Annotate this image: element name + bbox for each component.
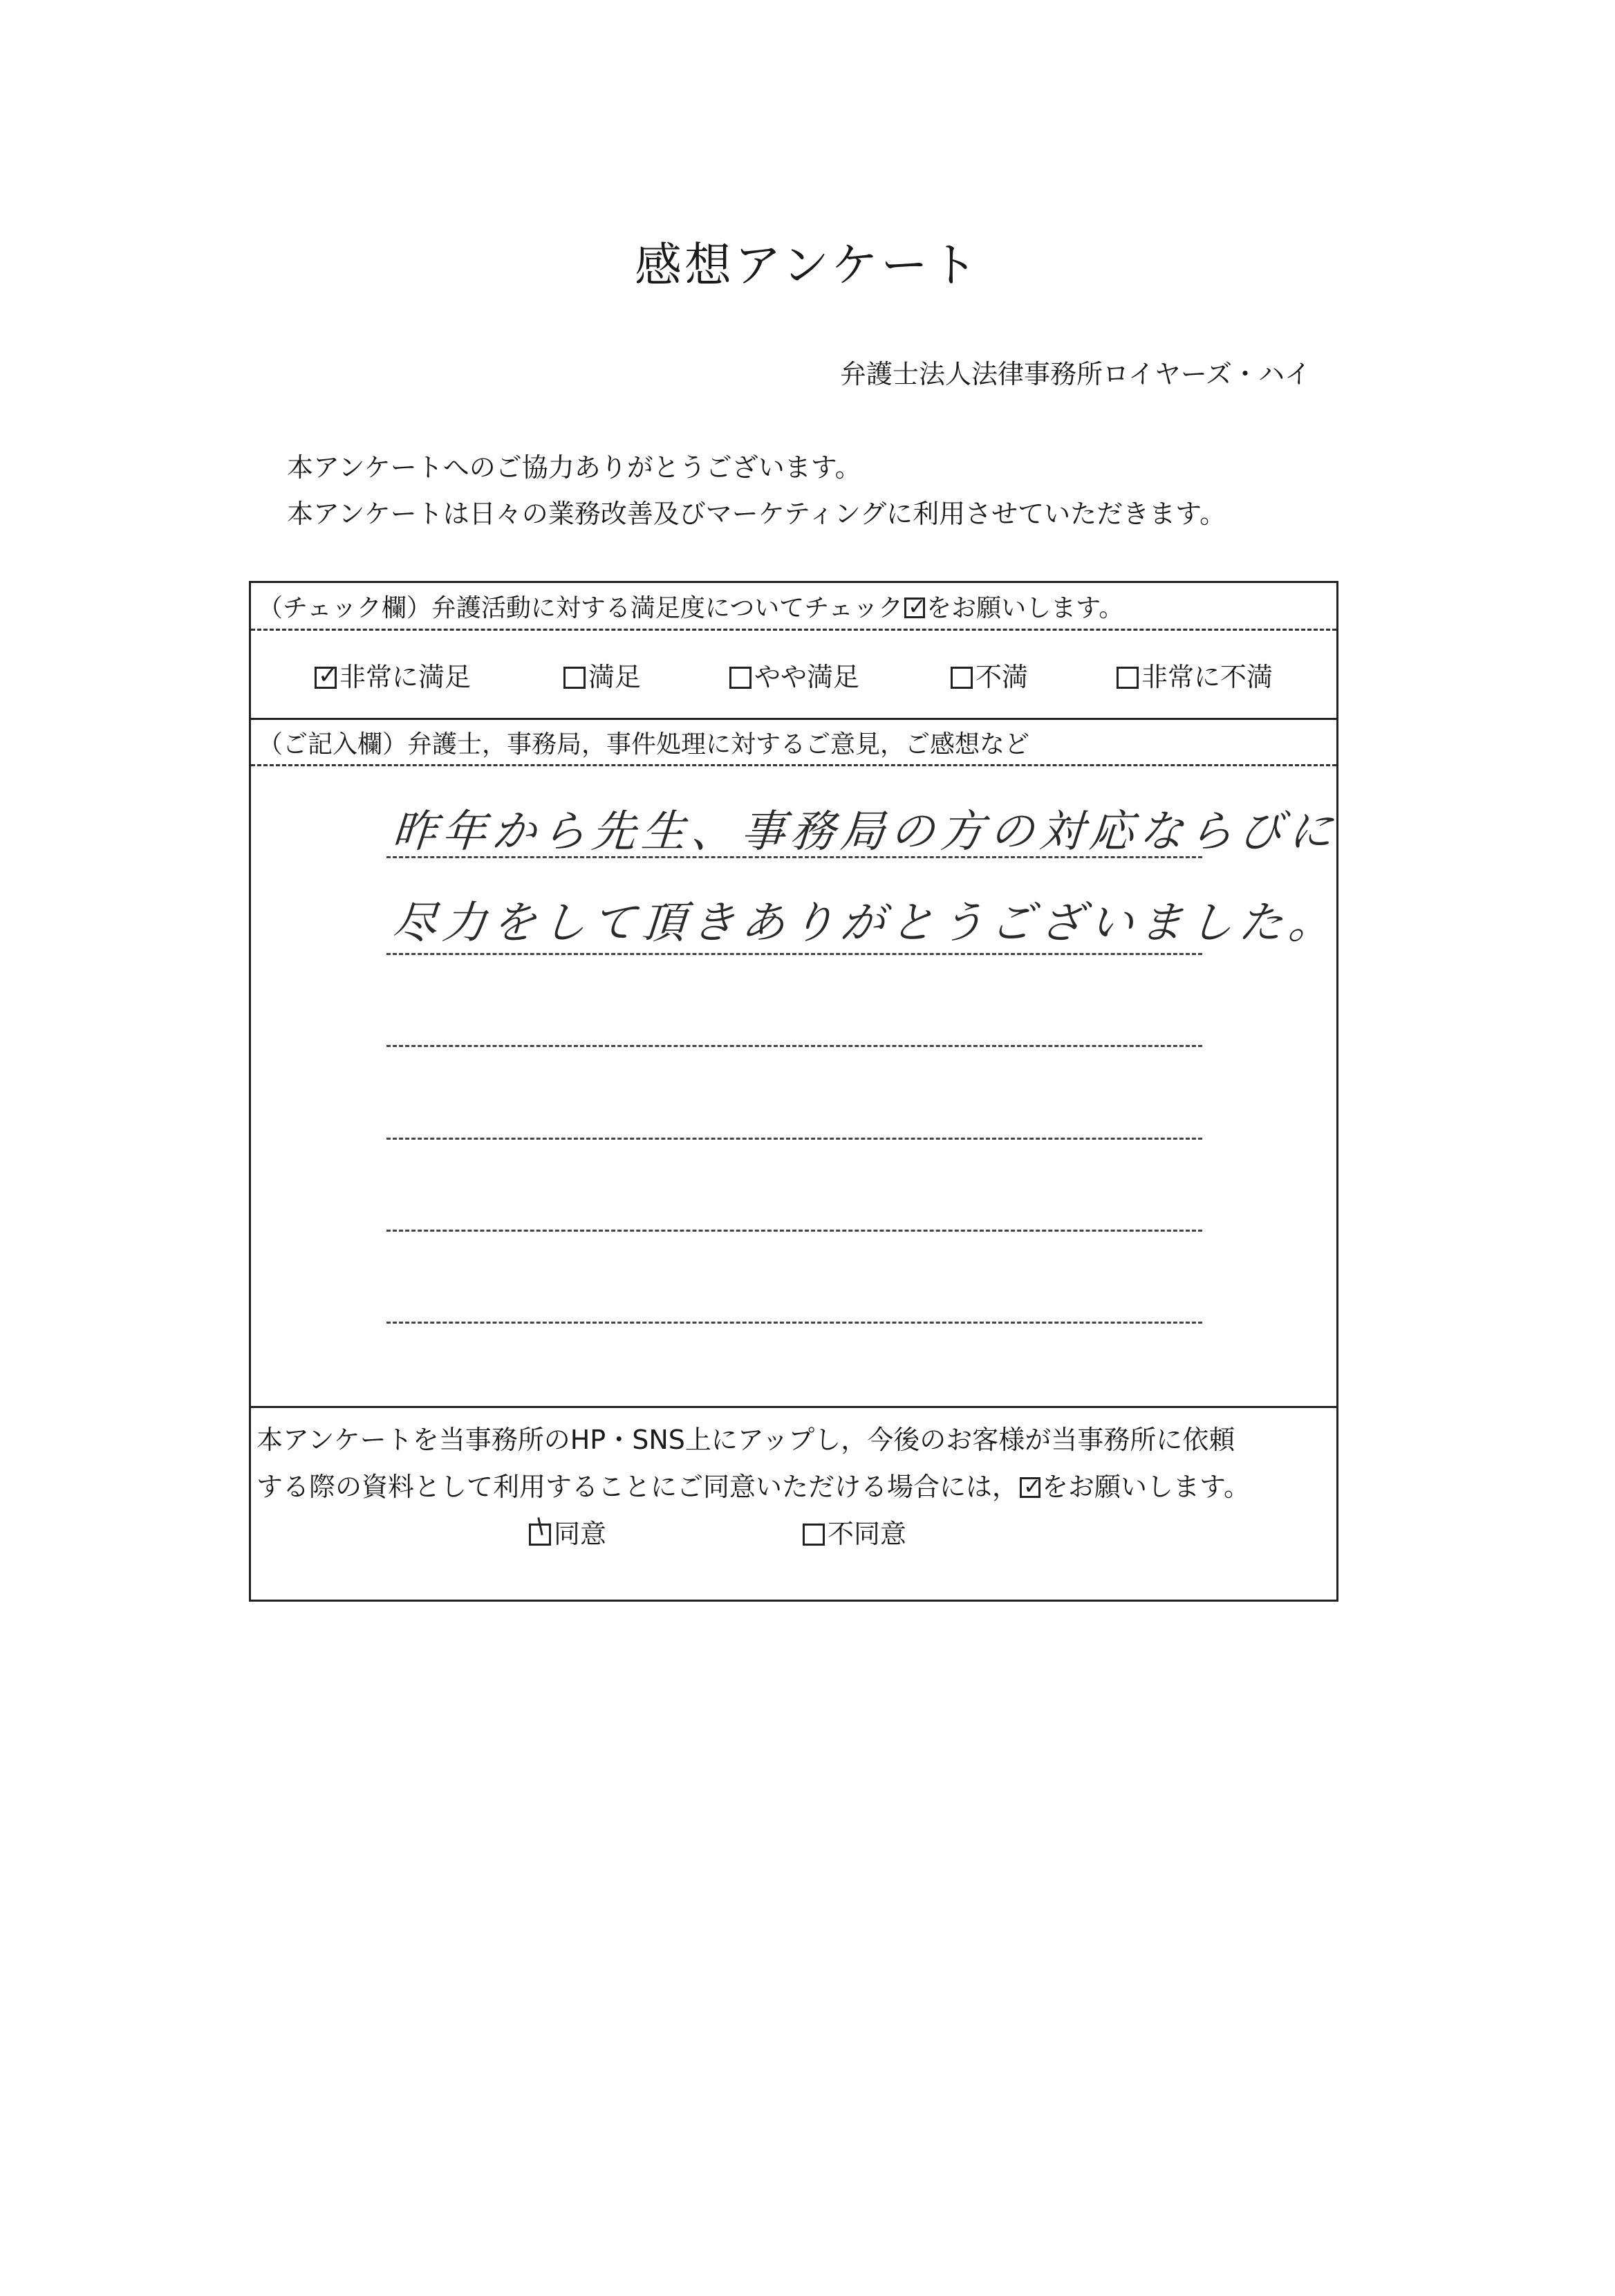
option-label: やや満足 xyxy=(754,662,860,692)
handwritten-line-1: 昨年から先生、事務局の方の対応ならびに xyxy=(390,806,1341,858)
intro-line-2: 本アンケートは日々の業務改善及びマーケティングに利用させていただきます。 xyxy=(287,499,1226,529)
writing-line xyxy=(386,856,1202,858)
section-divider xyxy=(251,1406,1336,1408)
checkbox-sample-icon xyxy=(904,598,925,618)
option-label: 不同意 xyxy=(828,1519,907,1549)
option-agree[interactable] xyxy=(529,1512,606,1550)
consent-line-2-text: する際の資料として利用することにご同意いただける場合には， xyxy=(256,1472,1019,1502)
writing-line xyxy=(386,1230,1202,1232)
intro-line-1: 本アンケートへのご協力ありがとうございます。 xyxy=(287,452,861,483)
option-disagree[interactable] xyxy=(803,1512,906,1550)
check-heading-text: （チェック欄）弁護活動に対する満足度についてチェック xyxy=(258,594,904,622)
checkbox-disagree[interactable] xyxy=(803,1524,825,1546)
checkbox-satisfied[interactable] xyxy=(563,667,586,689)
check-heading-text-end: をお願いします。 xyxy=(926,594,1124,622)
consent-line-2-text-end: をお願いします。 xyxy=(1042,1472,1250,1502)
option-somewhat-satisfied[interactable] xyxy=(729,656,859,694)
comment-heading: （ご記入欄）弁護士，事務局，事件処理に対するご意見，ご感想など xyxy=(258,730,1030,759)
handwritten-line-2: 尽力をして頂きありがとうございました。 xyxy=(390,898,1341,949)
writing-line xyxy=(386,1138,1202,1140)
option-label: 非常に不満 xyxy=(1141,662,1273,692)
writing-line xyxy=(386,953,1202,955)
writing-line xyxy=(386,1322,1202,1324)
option-dissatisfied[interactable] xyxy=(951,656,1028,694)
consent-line-1: 本アンケートを当事務所のHP・SNS上にアップし，今後のお客様が当事務所に依頼 xyxy=(256,1425,1235,1455)
option-satisfied[interactable] xyxy=(563,656,641,694)
checkbox-somewhat-satisfied[interactable] xyxy=(729,667,752,689)
check-heading xyxy=(258,589,1123,624)
option-label: 非常に満足 xyxy=(339,662,472,692)
writing-line xyxy=(386,1045,1202,1047)
option-very-satisfied[interactable] xyxy=(315,656,471,694)
option-very-dissatisfied[interactable] xyxy=(1117,656,1273,694)
survey-title: 感想アンケート xyxy=(635,239,980,293)
option-label: 不満 xyxy=(975,662,1029,692)
option-label: 同意 xyxy=(554,1519,607,1549)
checkbox-agree[interactable] xyxy=(529,1524,551,1546)
section-divider xyxy=(251,718,1336,720)
firm-name: 弁護士法人法律事務所ロイヤーズ・ハイ xyxy=(840,359,1311,389)
survey-form xyxy=(249,581,1341,1602)
checkbox-very-satisfied[interactable] xyxy=(315,667,337,689)
consent-line-2 xyxy=(256,1465,1250,1503)
checkbox-dissatisfied[interactable] xyxy=(951,667,973,689)
divider xyxy=(251,764,1336,766)
option-label: 満足 xyxy=(588,662,642,692)
divider xyxy=(251,629,1336,631)
checkbox-very-dissatisfied[interactable] xyxy=(1117,667,1139,689)
checkbox-sample-icon xyxy=(1020,1477,1040,1498)
